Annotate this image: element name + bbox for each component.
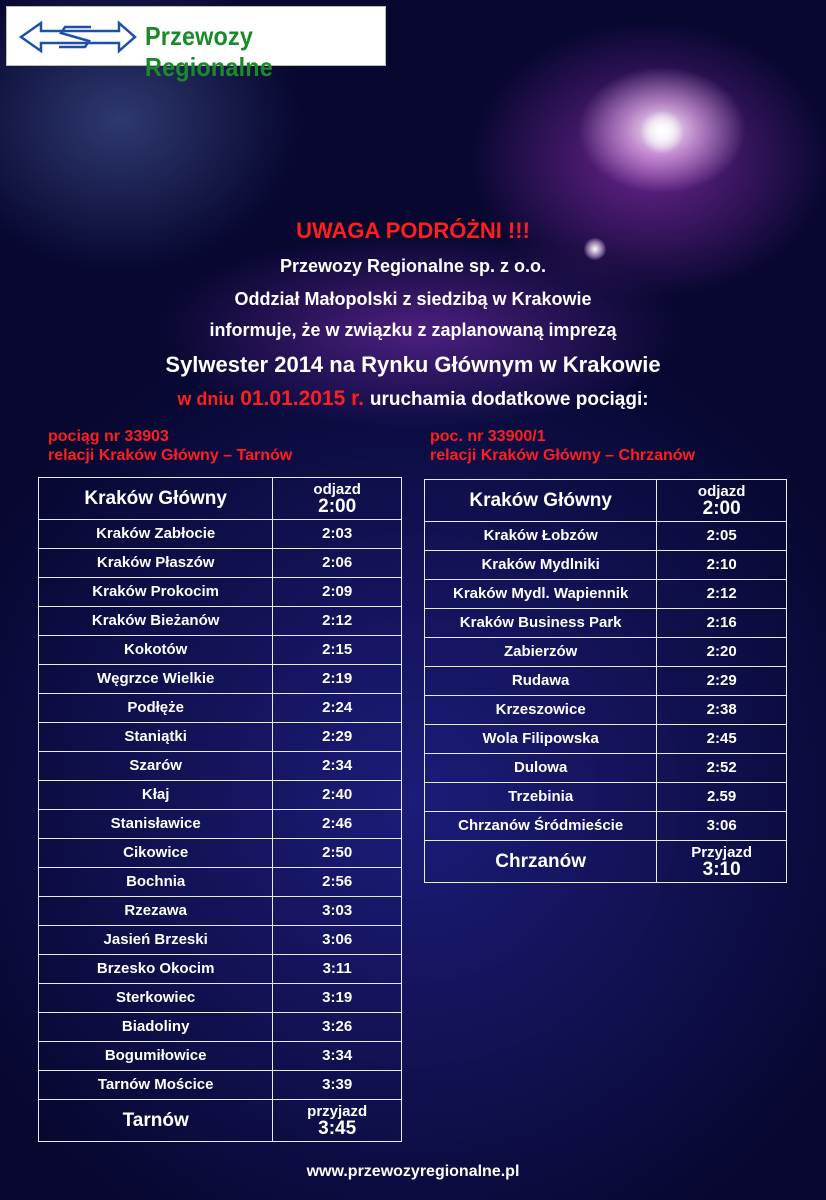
station-name: Kraków Business Park <box>425 609 657 638</box>
table-row <box>39 636 402 665</box>
station-time: 2:29 <box>273 723 402 752</box>
station-name: Rzezawa <box>39 897 273 926</box>
station-time: 2:52 <box>657 754 787 783</box>
end-station: Chrzanów <box>425 841 657 883</box>
station-name: Kraków Bieżanów <box>39 607 273 636</box>
table-row <box>39 810 402 839</box>
station-name: Tarnów Mościce <box>39 1071 273 1100</box>
station-time: 2:20 <box>657 638 787 667</box>
station-name: Węgrzce Wielkie <box>39 665 273 694</box>
table-row <box>39 868 402 897</box>
table-row <box>39 1071 402 1100</box>
station-time: 2:46 <box>273 810 402 839</box>
end-station: Tarnów <box>39 1100 273 1142</box>
departure-cell <box>273 478 402 520</box>
station-time: 2:09 <box>273 578 402 607</box>
table-row <box>39 984 402 1013</box>
station-time: 2:40 <box>273 781 402 810</box>
arrival-time: 3:10 <box>702 858 741 880</box>
left-timetable-body <box>39 478 402 1142</box>
station-time: 2:34 <box>273 752 402 781</box>
table-row <box>425 725 787 754</box>
arrival-time: 3:45 <box>318 1117 357 1139</box>
station-name: Trzebinia <box>425 783 657 812</box>
timetable-end-row <box>39 1100 402 1142</box>
timetable-start-row <box>39 478 402 520</box>
station-time: 3:39 <box>273 1071 402 1100</box>
right-train-label <box>430 427 695 465</box>
station-name: Jasień Brzeski <box>39 926 273 955</box>
left-train-relation: relacji Kraków Główny – Tarnów <box>48 447 293 464</box>
left-timetable <box>38 477 402 1142</box>
left-train-label <box>48 427 292 465</box>
station-name: Kłaj <box>39 781 273 810</box>
station-name: Szarów <box>39 752 273 781</box>
firework-glow <box>640 110 684 154</box>
station-time: 2:24 <box>273 694 402 723</box>
station-name: Brzesko Okocim <box>39 955 273 984</box>
station-name: Rudawa <box>425 667 657 696</box>
station-time: 2:06 <box>273 549 402 578</box>
station-name: Bogumiłowice <box>39 1042 273 1071</box>
table-row <box>425 609 787 638</box>
table-row <box>39 549 402 578</box>
date-suffix: uruchamia dodatkowe pociągi: <box>369 389 649 410</box>
timetable-start-row <box>425 480 787 522</box>
date-line <box>0 387 826 411</box>
station-name: Kokotów <box>39 636 273 665</box>
station-time: 2.59 <box>657 783 787 812</box>
station-time: 2:50 <box>273 839 402 868</box>
station-name: Staniątki <box>39 723 273 752</box>
station-name: Cikowice <box>39 839 273 868</box>
event-date: 01.01.2015 r. <box>240 387 365 410</box>
station-name: Kraków Zabłocie <box>39 520 273 549</box>
table-row <box>39 607 402 636</box>
arrival-label: Przyjazd <box>691 843 753 861</box>
brand-name: Przewozy Regionalne <box>145 21 273 82</box>
station-name: Kraków Mydlniki <box>425 551 657 580</box>
brand-logo <box>6 6 386 82</box>
station-name: Biadoliny <box>39 1013 273 1042</box>
departure-label: odjazd <box>697 482 746 500</box>
table-row <box>425 667 787 696</box>
table-row <box>39 897 402 926</box>
station-time: 2:10 <box>657 551 787 580</box>
arrival-label: przyjazd <box>307 1102 368 1120</box>
station-name: Kraków Mydl. Wapiennik <box>425 580 657 609</box>
table-row <box>425 783 787 812</box>
departure-cell <box>657 480 787 522</box>
right-timetable <box>424 479 787 883</box>
departure-time: 2:00 <box>318 495 357 517</box>
date-prefix: w dniu <box>177 389 235 409</box>
station-name: Kraków Płaszów <box>39 549 273 578</box>
table-row <box>39 1013 402 1042</box>
station-name: Bochnia <box>39 868 273 897</box>
table-row <box>39 1042 402 1071</box>
station-time: 3:19 <box>273 984 402 1013</box>
table-row <box>425 551 787 580</box>
timetable-end-row <box>425 841 787 883</box>
table-row <box>425 696 787 725</box>
table-row <box>425 522 787 551</box>
station-time: 3:11 <box>273 955 402 984</box>
station-time: 2:16 <box>657 609 787 638</box>
station-time: 3:06 <box>273 926 402 955</box>
table-row <box>39 955 402 984</box>
departure-label: odjazd <box>313 480 361 498</box>
intro-line-1: Przewozy Regionalne sp. z o.o. <box>279 256 547 276</box>
table-row <box>39 694 402 723</box>
station-time: 2:19 <box>273 665 402 694</box>
station-time: 2:03 <box>273 520 402 549</box>
station-name: Kraków Łobzów <box>425 522 657 551</box>
station-time: 2:15 <box>273 636 402 665</box>
table-row <box>39 781 402 810</box>
brand-arrows-icon <box>19 19 137 55</box>
station-time: 3:03 <box>273 897 402 926</box>
start-station: Kraków Główny <box>39 478 273 520</box>
website-url: www.przewozyregionalne.pl <box>306 1163 520 1180</box>
station-time: 2:12 <box>657 580 787 609</box>
station-time: 2:56 <box>273 868 402 897</box>
table-row <box>425 754 787 783</box>
right-timetable-body <box>425 480 787 883</box>
table-row <box>425 580 787 609</box>
station-name: Kraków Prokocim <box>39 578 273 607</box>
table-row <box>39 752 402 781</box>
station-name: Podłęże <box>39 694 273 723</box>
station-name: Zabierzów <box>425 638 657 667</box>
table-row <box>39 926 402 955</box>
departure-time: 2:00 <box>702 497 741 519</box>
station-name: Wola Filipowska <box>425 725 657 754</box>
station-time: 2:12 <box>273 607 402 636</box>
station-time: 3:06 <box>657 812 787 841</box>
table-row <box>39 839 402 868</box>
event-title: Sylwester 2014 na Rynku Głównym w Krakowie <box>165 352 661 377</box>
table-row <box>425 638 787 667</box>
station-time: 2:05 <box>657 522 787 551</box>
start-station: Kraków Główny <box>425 480 657 522</box>
warning-heading: UWAGA PODRÓŻNI !!! <box>296 218 530 243</box>
arrival-cell <box>273 1100 402 1142</box>
station-time: 2:45 <box>657 725 787 754</box>
station-time: 2:38 <box>657 696 787 725</box>
table-row <box>39 578 402 607</box>
station-time: 3:34 <box>273 1042 402 1071</box>
table-row <box>39 665 402 694</box>
right-train-relation: relacji Kraków Główny – Chrzanów <box>430 447 695 464</box>
arrival-cell <box>657 841 787 883</box>
table-row <box>425 812 787 841</box>
station-name: Stanisławice <box>39 810 273 839</box>
station-name: Dulowa <box>425 754 657 783</box>
station-name: Krzeszowice <box>425 696 657 725</box>
left-train-number: pociąg nr 33903 <box>48 428 169 445</box>
station-name: Chrzanów Śródmieście <box>425 812 657 841</box>
intro-line-2: Oddział Małopolski z siedzibą w Krakowie <box>234 289 592 309</box>
intro-line-3: informuje, że w związku z zaplanowaną imprezą <box>209 320 617 340</box>
table-row <box>39 520 402 549</box>
station-time: 2:29 <box>657 667 787 696</box>
station-time: 3:26 <box>273 1013 402 1042</box>
table-row <box>39 723 402 752</box>
right-train-number: poc. nr 33900/1 <box>430 428 546 445</box>
station-name: Sterkowiec <box>39 984 273 1013</box>
